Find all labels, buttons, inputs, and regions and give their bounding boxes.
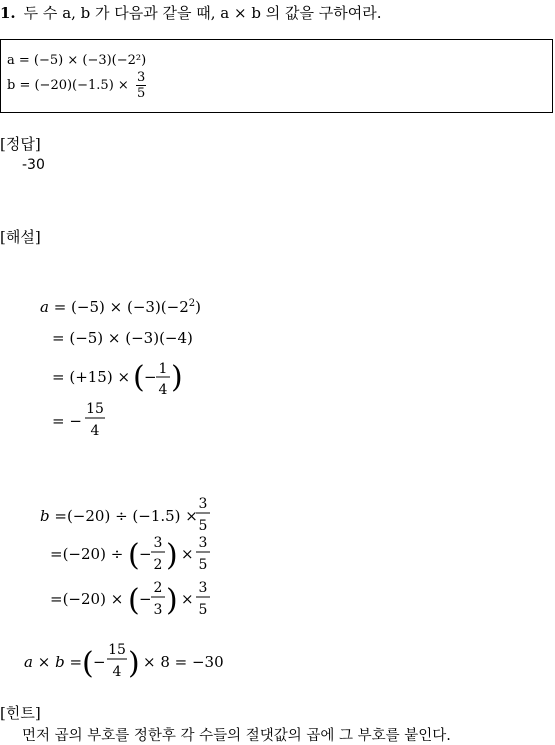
svg-text:×: ×	[181, 545, 194, 563]
svg-text:× 8 = −30: × 8 = −30	[143, 653, 224, 671]
svg-text:−: −	[139, 590, 152, 608]
svg-text:3: 3	[198, 496, 208, 512]
svg-text:b =(−20) ÷ (−1.5) ×: b =(−20) ÷ (−1.5) ×	[40, 507, 198, 525]
svg-text:3: 3	[198, 580, 208, 596]
svg-text:3: 3	[153, 602, 163, 618]
answer-label: [정답]	[0, 135, 41, 153]
given-fraction	[136, 70, 146, 101]
svg-text:×: ×	[181, 590, 194, 608]
b-step-2	[50, 535, 210, 573]
svg-text:4: 4	[90, 423, 100, 439]
svg-text:): )	[166, 583, 178, 618]
b-step-3	[50, 580, 210, 618]
a-step-3	[52, 360, 183, 398]
svg-text:(: (	[128, 538, 140, 573]
given-fraction-denominator: 5	[136, 86, 146, 101]
svg-text:4: 4	[158, 382, 168, 398]
svg-text:−: −	[139, 545, 152, 563]
svg-text:15: 15	[86, 401, 104, 417]
given-line-b	[7, 70, 146, 101]
explanation-label: [해설]	[0, 228, 41, 246]
svg-text:= (−5) × (−3)(−4): = (−5) × (−3)(−4)	[52, 329, 193, 347]
svg-text:15: 15	[108, 642, 126, 658]
solution-math	[0, 285, 555, 685]
b-step-1	[40, 496, 210, 534]
final-result	[24, 642, 224, 681]
question-text: 두 수 a, b 가 다음과 같을 때, a × b 의 값을 구하여라.	[23, 4, 382, 22]
a-step-2	[52, 329, 193, 347]
svg-text:2: 2	[153, 580, 163, 596]
svg-text:3: 3	[153, 535, 163, 551]
svg-text:(: (	[128, 583, 140, 618]
svg-text:2: 2	[153, 557, 163, 573]
svg-text:= (+15) ×: = (+15) ×	[52, 368, 131, 386]
question-heading	[0, 2, 381, 23]
svg-text:): )	[166, 538, 178, 573]
hint-text: 먼저 곱의 부호를 정한후 각 수들의 절댓값의 곱에 그 부호를 붙인다.	[22, 728, 451, 744]
a-step-1	[40, 298, 201, 316]
svg-text:=(−20) ×: =(−20) ×	[50, 590, 124, 608]
question-number: 1.	[0, 4, 16, 22]
svg-text:1: 1	[158, 361, 168, 377]
given-line-b-prefix: b = (−20)(−1.5) ×	[7, 78, 129, 93]
given-box	[0, 39, 553, 113]
svg-text:= −: = −	[52, 412, 82, 430]
svg-text:=(−20) ÷: =(−20) ÷	[50, 545, 124, 563]
given-fraction-numerator: 3	[136, 70, 146, 85]
svg-text:−: −	[93, 653, 106, 671]
svg-text:): )	[171, 360, 183, 395]
svg-text:5: 5	[198, 518, 208, 534]
svg-text:a = (−5) × (−3)(−22): $a = (-5) \times (-3)(-2^2)$	[40, 298, 201, 316]
svg-text:): )	[128, 646, 140, 681]
svg-text:−: −	[144, 368, 157, 386]
svg-text:3: 3	[198, 535, 208, 551]
svg-text:a × b =: a × b =	[24, 653, 83, 671]
answer-value: -30	[22, 157, 45, 173]
given-line-a: a = (−5) × (−3)(−2²)	[7, 53, 147, 68]
svg-text:5: 5	[198, 557, 208, 573]
hint-label: [힌트]	[0, 704, 41, 722]
svg-text:(: (	[133, 360, 145, 395]
svg-text:4: 4	[112, 664, 122, 680]
svg-text:(: (	[82, 646, 94, 681]
a-step-4	[52, 401, 105, 439]
svg-text:5: 5	[198, 602, 208, 618]
